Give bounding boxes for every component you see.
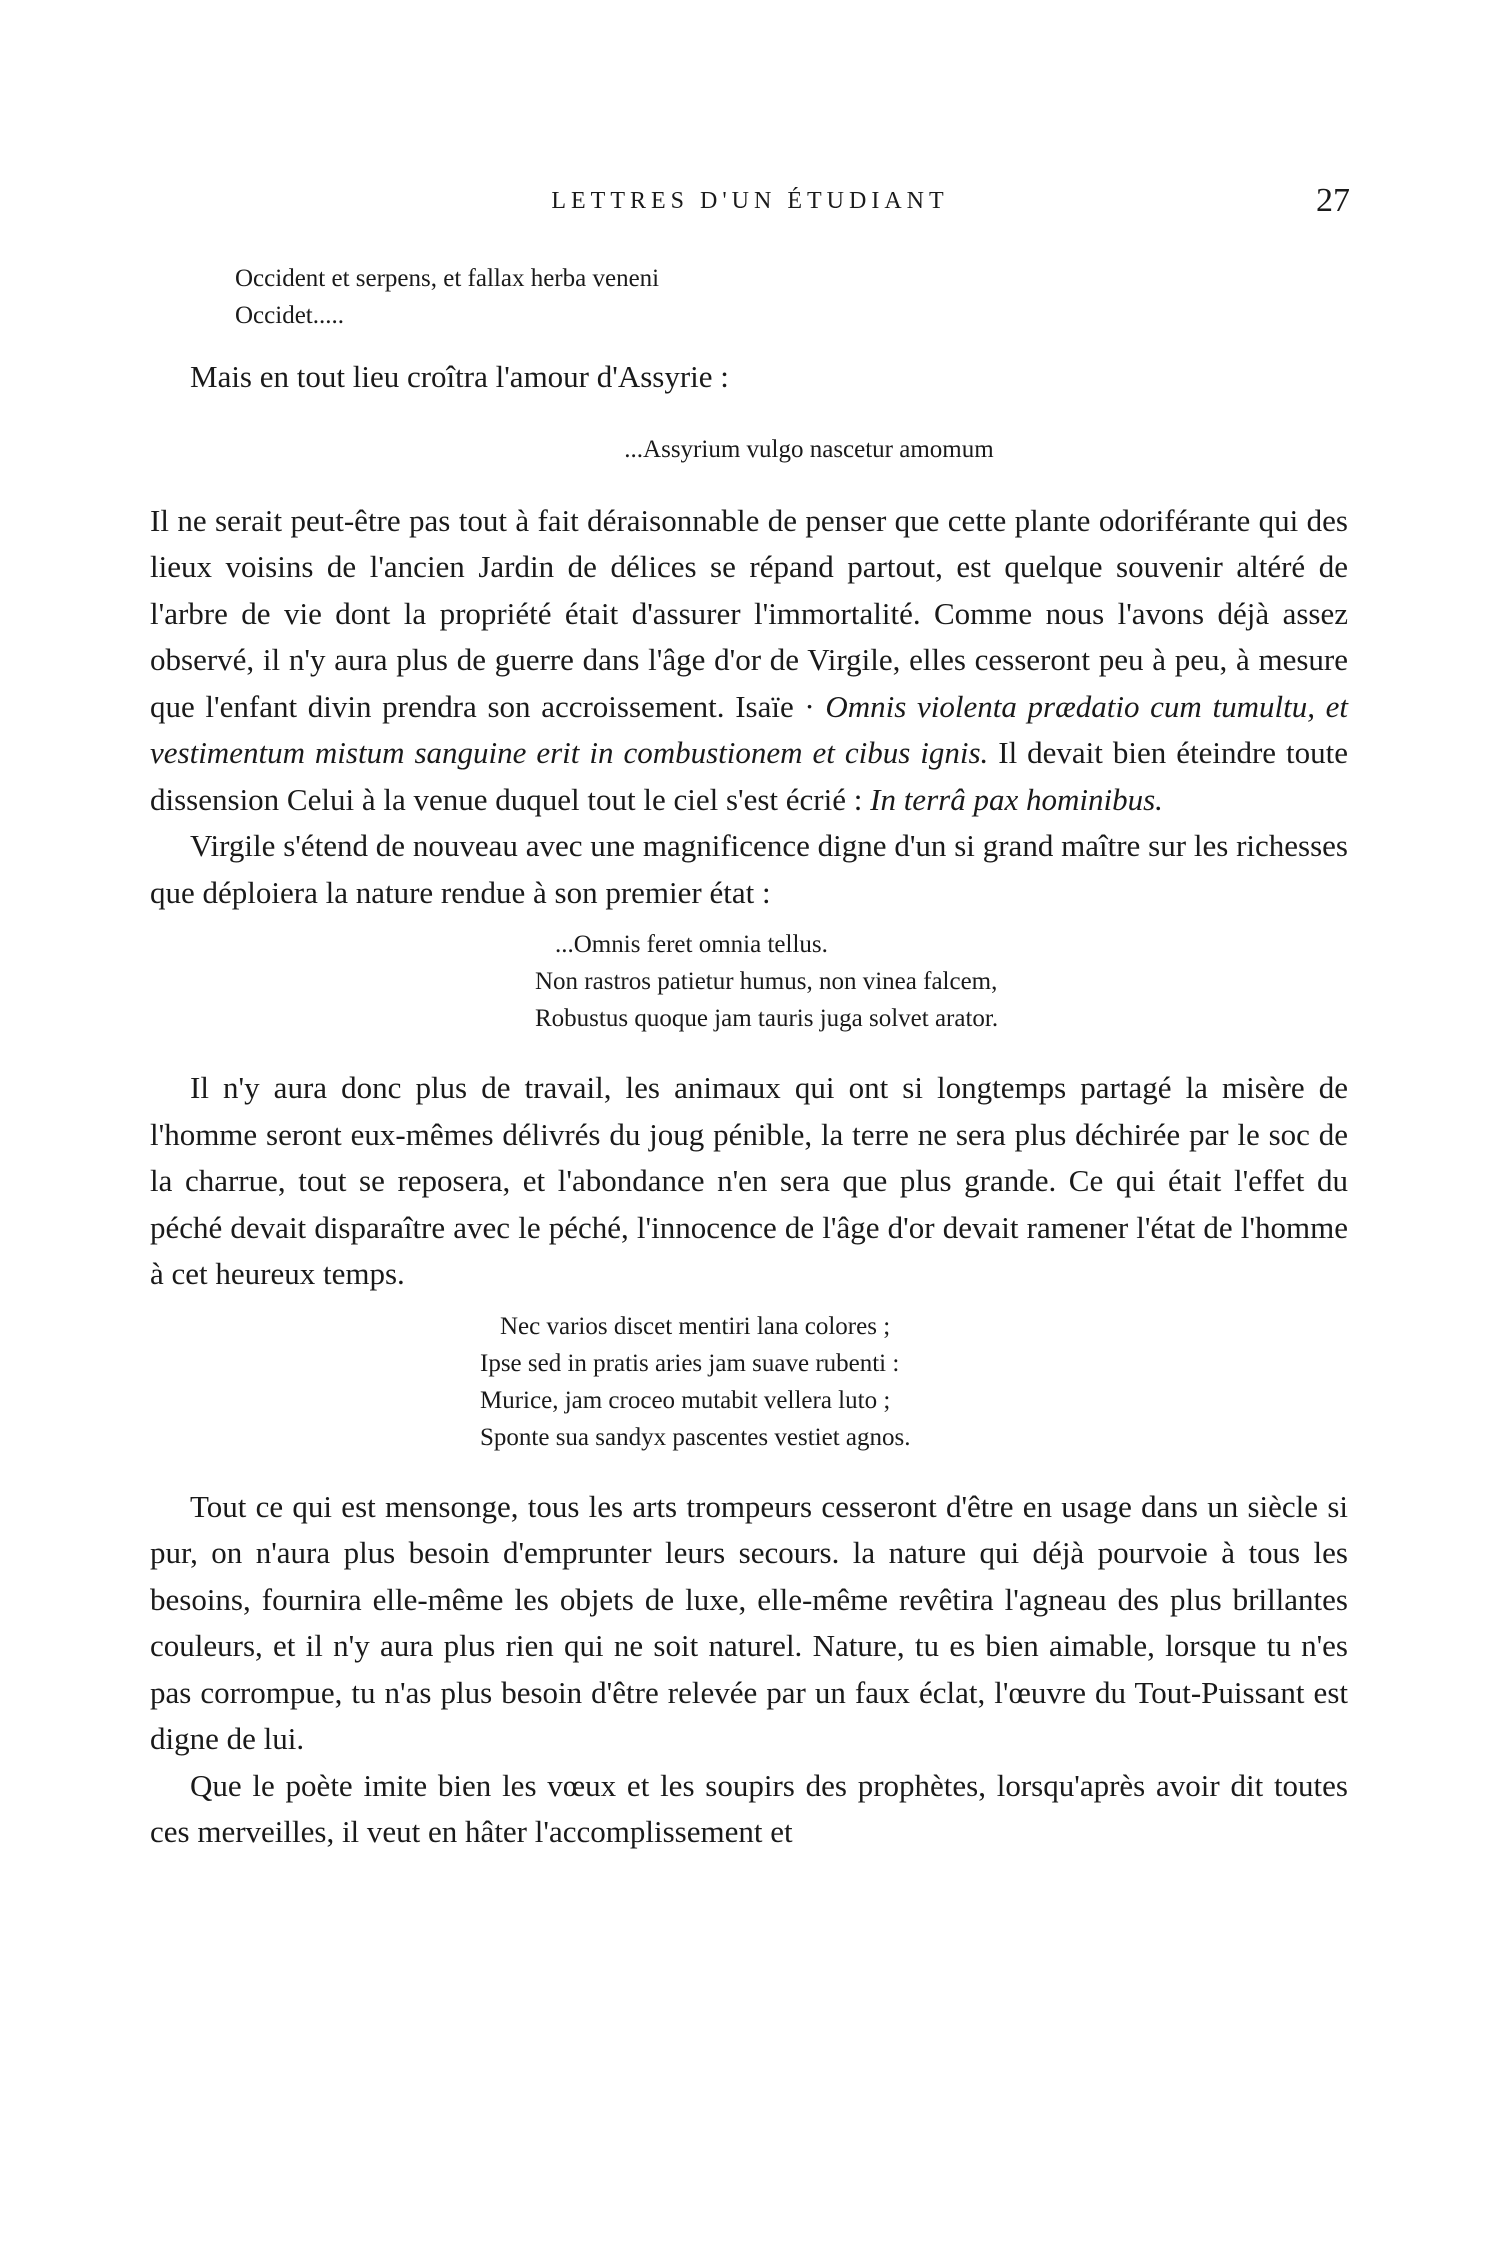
verse-line: Occidet..... [235, 302, 344, 329]
verse-line: Murice, jam croceo mutabit vellera luto ; [480, 1386, 891, 1414]
running-head: LETTRES D'UN ÉTUDIANT [551, 188, 949, 214]
paragraph-4: Il n'y aura donc plus de travail, les animaux qui ont si longtemps partagé la misère de l'homme seront eux-mêmes délivrés du joug pénible, la terre ne sera plus déchirée par le soc de la charrue, tout se reposera, et l'abondance n'en sera que plus grande. Ce qui était l'effet du péché devait disparaître avec le péché, l'innocence de l'âge d'or devait ramener l'état de l'homme à cet heureux temps. [150, 1070, 1348, 1291]
latin-quote-2 [150, 431, 1348, 468]
paragraph-5: Tout ce qui est mensonge, tous les arts trompeurs cesseront d'être en usage dans un siècle si pur, on n'aura plus besoin d'emprunter leurs secours. la nature qui déjà pourvoie à tous les besoins, fournira elle-même les objets de luxe, elle-même revêtira l'agneau des plus brillantes couleurs, et il n'y aura plus rien qui ne soit naturel. Nature, tu es bien aimable, lorsque tu n'es pas corrompue, tu n'as plus besoin d'être relevée par un faux éclat, l'œuvre du Tout-Puissant est digne de lui. [150, 1488, 1348, 1756]
verse-line: Robustus quoque jam tauris juga solvet arator. [535, 1005, 999, 1032]
paragraph-2-italic-quote-1: Omnis violenta prædatio cum tumultu, et vestimentum mistum sanguine erit in combustionem et cibus ignis. [150, 688, 1348, 770]
latin-quote-4 [150, 1308, 1348, 1456]
paragraph-1: Mais en tout lieu croîtra l'amour d'Assyrie : [190, 359, 729, 394]
paragraph-3: Virgile s'étend de nouveau avec une magnificence digne d'un si grand maître sur les richesses que déploiera la nature rendue à son premier état : [150, 828, 1348, 910]
verse-line: Nec varios discet mentiri lana colores ; [500, 1312, 891, 1340]
verse-line: Ipse sed in pratis aries jam suave rubenti : [480, 1349, 900, 1377]
page-number: 27 [1316, 182, 1350, 219]
paragraph-2 [150, 498, 1348, 824]
page-body [150, 260, 1348, 1856]
latin-quote-1 [150, 260, 1348, 334]
paragraph-2-italic-quote-2: In terrâ pax hominibus. [870, 781, 1163, 817]
paragraph-2-text-1: Il ne serait peut-être pas tout à fait déraisonnable de penser que cette plante odoriférante qui des lieux voisins de l'ancien Jardin de délices se répand partout, est quelque souvenir altéré de l'arbre de vie dont la propriété était d'assurer l'immortalité. Comme nous l'avons déjà assez observé, il n'y aura plus de guerre dans l'âge d'or de Virgile, elles cesseront peu à peu, à mesure que l'enfant divin prendra son accroissement. Isaïe · [150, 502, 1348, 724]
verse-line: ...Assyrium vulgo nascetur amomum [624, 435, 994, 463]
verse-line: Non rastros patietur humus, non vinea falcem, [535, 968, 998, 995]
page-header [150, 182, 1350, 228]
verse-line: ...Omnis feret omnia tellus. [555, 931, 828, 958]
latin-quote-3 [150, 926, 1348, 1037]
paragraph-6: Que le poète imite bien les vœux et les soupirs des prophètes, lorsqu'après avoir dit toutes ces merveilles, il veut en hâter l'accomplissement et [150, 1767, 1348, 1849]
verse-line: Sponte sua sandyx pascentes vestiet agnos. [480, 1423, 911, 1451]
verse-line: Occident et serpens, et fallax herba veneni [235, 265, 660, 292]
paragraph-2-text-2: Il devait bien éteindre toute dissension Celui à la venue duquel tout le ciel s'est écrié : [150, 735, 1348, 817]
